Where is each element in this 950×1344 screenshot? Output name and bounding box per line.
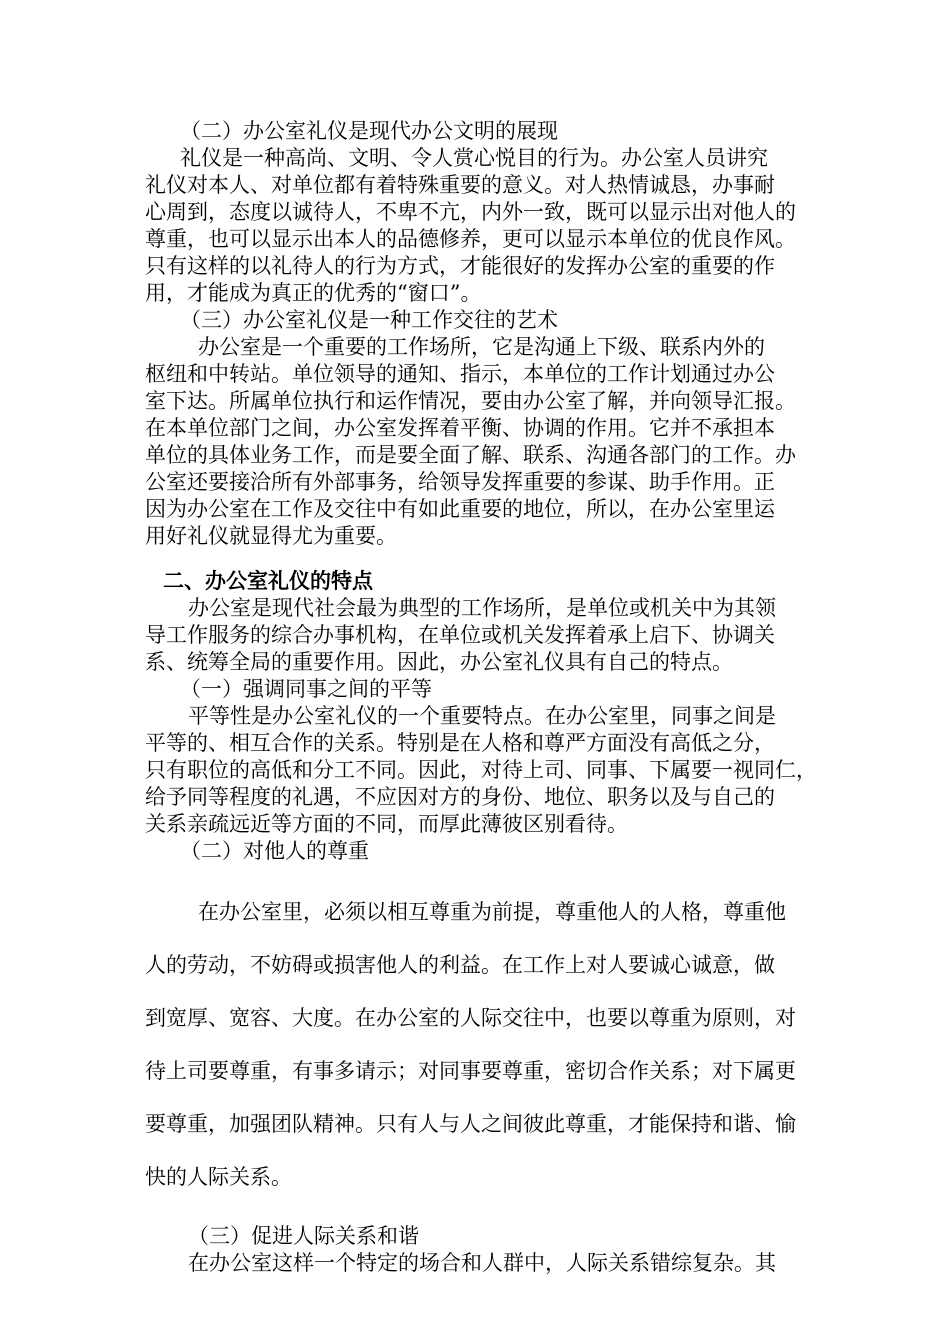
paragraph-line: 用，才能成为真正的优秀的“窗口”。 <box>145 281 482 305</box>
subheading-office-etiquette-art-of-interaction: （三）办公室礼仪是一种工作交往的艺术 <box>180 308 558 332</box>
paragraph-line: 在本单位部门之间，办公室发挥着平衡、协调的作用。它并不承担本 <box>145 416 775 440</box>
paragraph-line: 礼仪是一种高尚、文明、令人赏心悦目的行为。办公室人员讲究 <box>180 146 768 170</box>
paragraph-line: 快的人际关系。 <box>145 1165 292 1189</box>
paragraph-line: 心周到，态度以诚待人，不卑不亢，内外一致，既可以显示出对他人的 <box>145 200 796 224</box>
paragraph-line: 室下达。所属单位执行和运作情况，要由办公室了解，并向领导汇报。 <box>145 389 796 413</box>
paragraph-line: 在办公室这样一个特定的场合和人群中，人际关系错综复杂。其 <box>188 1251 776 1275</box>
paragraph-line: 办公室是一个重要的工作场所，它是沟通上下级、联系内外的 <box>198 335 765 359</box>
paragraph-line: 枢纽和中转站。单位领导的通知、指示，本单位的工作计划通过办公 <box>145 362 775 386</box>
paragraph-line: 因为办公室在工作及交往中有如此重要的地位，所以，在办公室里运 <box>145 497 775 521</box>
paragraph-line: 只有职位的高低和分工不同。因此，对待上司、同事、下属要一视同仁， <box>145 758 817 782</box>
paragraph-line: 平等性是办公室礼仪的一个重要特点。在办公室里，同事之间是 <box>188 704 776 728</box>
subheading-equality: （一）强调同事之间的平等 <box>180 677 432 701</box>
paragraph-line: 公室还要接洽所有外部事务，给领导发挥重要的参谋、助手作用。正 <box>145 470 775 494</box>
paragraph-line: 只有这样的以礼待人的行为方式，才能很好的发挥办公室的重要的作 <box>145 254 775 278</box>
paragraph-line: 关系亲疏远近等方面的不同，而厚此薄彼区别看待。 <box>145 812 628 836</box>
paragraph-line: 尊重，也可以显示出本人的品德修养，更可以显示本单位的优良作风。 <box>145 227 796 251</box>
paragraph-line: 在办公室里，必须以相互尊重为前提，尊重他人的人格，尊重他 <box>198 900 786 924</box>
paragraph-line: 待上司要尊重，有事多请示；对同事要尊重，密切合作关系；对下属更 <box>145 1059 796 1083</box>
paragraph-line: 人的劳动，不妨碍或损害他人的利益。在工作上对人要诚心诚意，做 <box>145 953 775 977</box>
subheading-harmony: （三）促进人际关系和谐 <box>188 1224 419 1248</box>
paragraph-line: 办公室是现代社会最为典型的工作场所，是单位或机关中为其领 <box>188 596 776 620</box>
paragraph-line: 用好礼仪就显得尤为重要。 <box>145 524 397 548</box>
paragraph-line: 到宽厚、宽容、大度。在办公室的人际交往中，也要以尊重为原则，对 <box>145 1006 796 1030</box>
section-heading-characteristics: 二、办公室礼仪的特点 <box>163 568 373 593</box>
paragraph-line: 要尊重，加强团队精神。只有人与人之间彼此尊重，才能保持和谐、愉 <box>145 1112 796 1136</box>
paragraph-line: 平等的、相互合作的关系。特别是在人格和尊严方面没有高低之分， <box>145 731 775 755</box>
paragraph-line: 给予同等程度的礼遇，不应因对方的身份、地位、职务以及与自己的 <box>145 785 775 809</box>
subheading-respect-others: （二）对他人的尊重 <box>180 839 369 863</box>
subheading-office-etiquette-modern-civilization: （二）办公室礼仪是现代办公文明的展现 <box>180 119 558 143</box>
paragraph-line: 系、统筹全局的重要作用。因此，办公室礼仪具有自己的特点。 <box>145 650 733 674</box>
paragraph-line: 礼仪对本人、对单位都有着特殊重要的意义。对人热情诚恳，办事耐 <box>145 173 775 197</box>
paragraph-line: 导工作服务的综合办事机构，在单位或机关发挥着承上启下、协调关 <box>145 623 775 647</box>
paragraph-line: 单位的具体业务工作，而是要全面了解、联系、沟通各部门的工作。办 <box>145 443 796 467</box>
